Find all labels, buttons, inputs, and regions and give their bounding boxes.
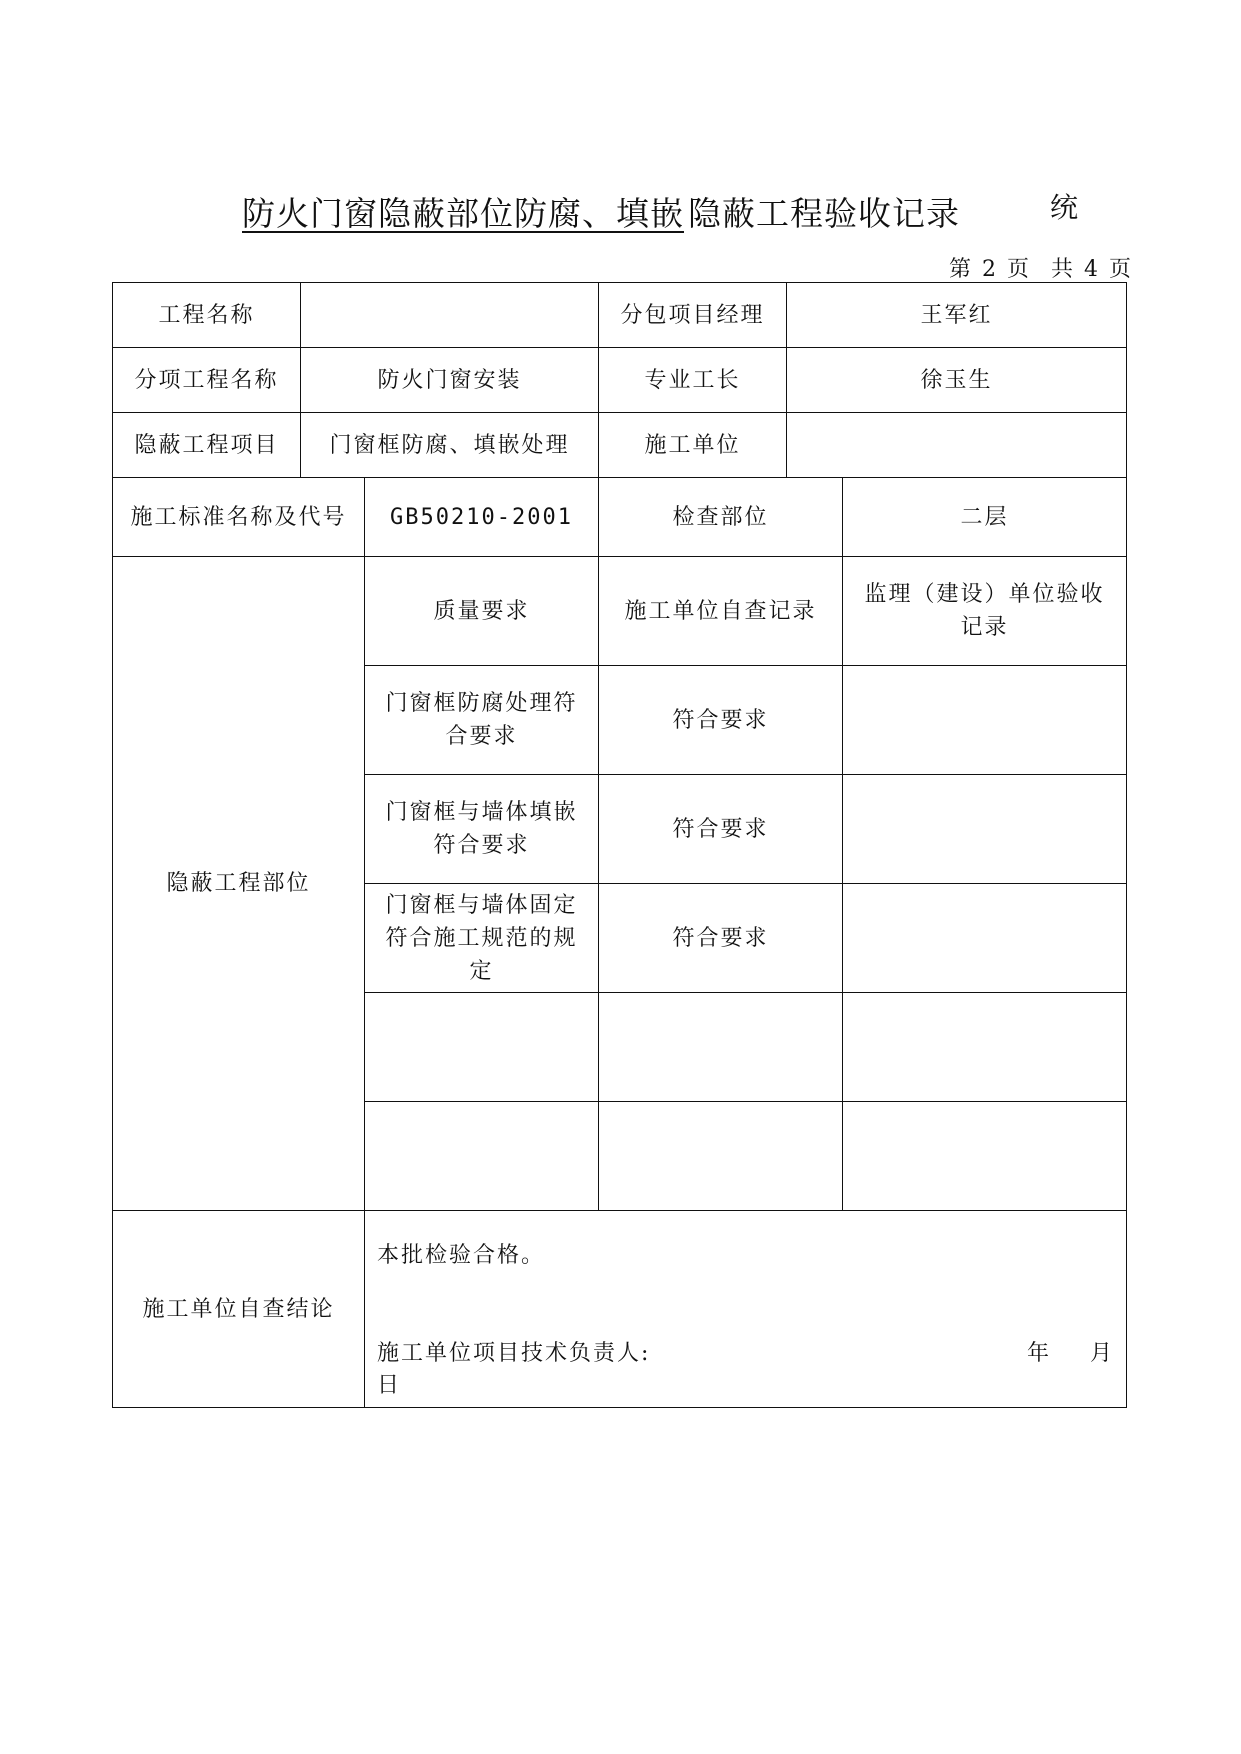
label-standard: 施工标准名称及代号 bbox=[113, 478, 365, 557]
row-subitem-name bbox=[113, 348, 1127, 413]
cell-self-check bbox=[599, 993, 843, 1102]
row-conclusion bbox=[113, 1211, 1127, 1408]
cell-self-check: 符合要求 bbox=[599, 775, 843, 884]
label-hidden-location: 隐蔽工程部位 bbox=[113, 557, 365, 1211]
header-quality-requirement: 质量要求 bbox=[365, 557, 599, 666]
cell-requirement bbox=[365, 1102, 599, 1211]
title-tag: 统 bbox=[1050, 191, 1079, 224]
header-supervision: 监理（建设）单位验收记录 bbox=[843, 557, 1127, 666]
row-project-name bbox=[113, 283, 1127, 348]
page-info bbox=[949, 252, 1133, 283]
value-sub-manager: 王军红 bbox=[787, 283, 1127, 348]
value-check-location: 二层 bbox=[843, 478, 1127, 557]
cell-self-check: 符合要求 bbox=[599, 884, 843, 993]
row-standard bbox=[113, 478, 1127, 557]
cell-requirement: 门窗框与墙体固定符合施工规范的规定 bbox=[365, 884, 599, 993]
conclusion-signer: 施工单位项目技术负责人: bbox=[377, 1341, 651, 1366]
page-current: 第 2 页 bbox=[949, 257, 1032, 282]
cell-supervision bbox=[843, 993, 1127, 1102]
value-construction-unit bbox=[787, 413, 1127, 478]
document-title bbox=[242, 188, 960, 235]
value-subitem-name: 防火门窗安装 bbox=[301, 348, 599, 413]
conclusion-day: 日 bbox=[377, 1373, 402, 1398]
label-foreman: 专业工长 bbox=[599, 348, 787, 413]
header-self-check: 施工单位自查记录 bbox=[599, 557, 843, 666]
label-conclusion: 施工单位自查结论 bbox=[113, 1211, 365, 1408]
label-sub-manager: 分包项目经理 bbox=[599, 283, 787, 348]
cell-requirement: 门窗框与墙体填嵌符合要求 bbox=[365, 775, 599, 884]
value-hidden-item: 门窗框防腐、填嵌处理 bbox=[301, 413, 599, 478]
row-section-header bbox=[113, 557, 1127, 666]
conclusion-date: 年 月 bbox=[1027, 1341, 1115, 1366]
conclusion-text: 本批检验合格。 bbox=[377, 1243, 546, 1268]
cell-supervision bbox=[843, 775, 1127, 884]
label-project-name: 工程名称 bbox=[113, 283, 301, 348]
inspection-record-table bbox=[112, 282, 1127, 1408]
row-hidden-item bbox=[113, 413, 1127, 478]
label-check-location: 检查部位 bbox=[599, 478, 843, 557]
value-project-name bbox=[301, 283, 599, 348]
cell-self-check: 符合要求 bbox=[599, 666, 843, 775]
value-standard: GB50210-2001 bbox=[365, 478, 599, 557]
cell-supervision bbox=[843, 1102, 1127, 1211]
label-subitem-name: 分项工程名称 bbox=[113, 348, 301, 413]
title-rest-part: 隐蔽工程验收记录 bbox=[688, 194, 960, 233]
cell-self-check bbox=[599, 1102, 843, 1211]
cell-requirement bbox=[365, 993, 599, 1102]
title-underlined-part: 防火门窗隐蔽部位防腐、填嵌 bbox=[242, 194, 684, 233]
value-foreman: 徐玉生 bbox=[787, 348, 1127, 413]
label-construction-unit: 施工单位 bbox=[599, 413, 787, 478]
conclusion-cell bbox=[365, 1211, 1127, 1408]
label-hidden-item: 隐蔽工程项目 bbox=[113, 413, 301, 478]
cell-supervision bbox=[843, 884, 1127, 993]
cell-supervision bbox=[843, 666, 1127, 775]
cell-requirement: 门窗框防腐处理符合要求 bbox=[365, 666, 599, 775]
page-total: 共 4 页 bbox=[1051, 257, 1133, 282]
